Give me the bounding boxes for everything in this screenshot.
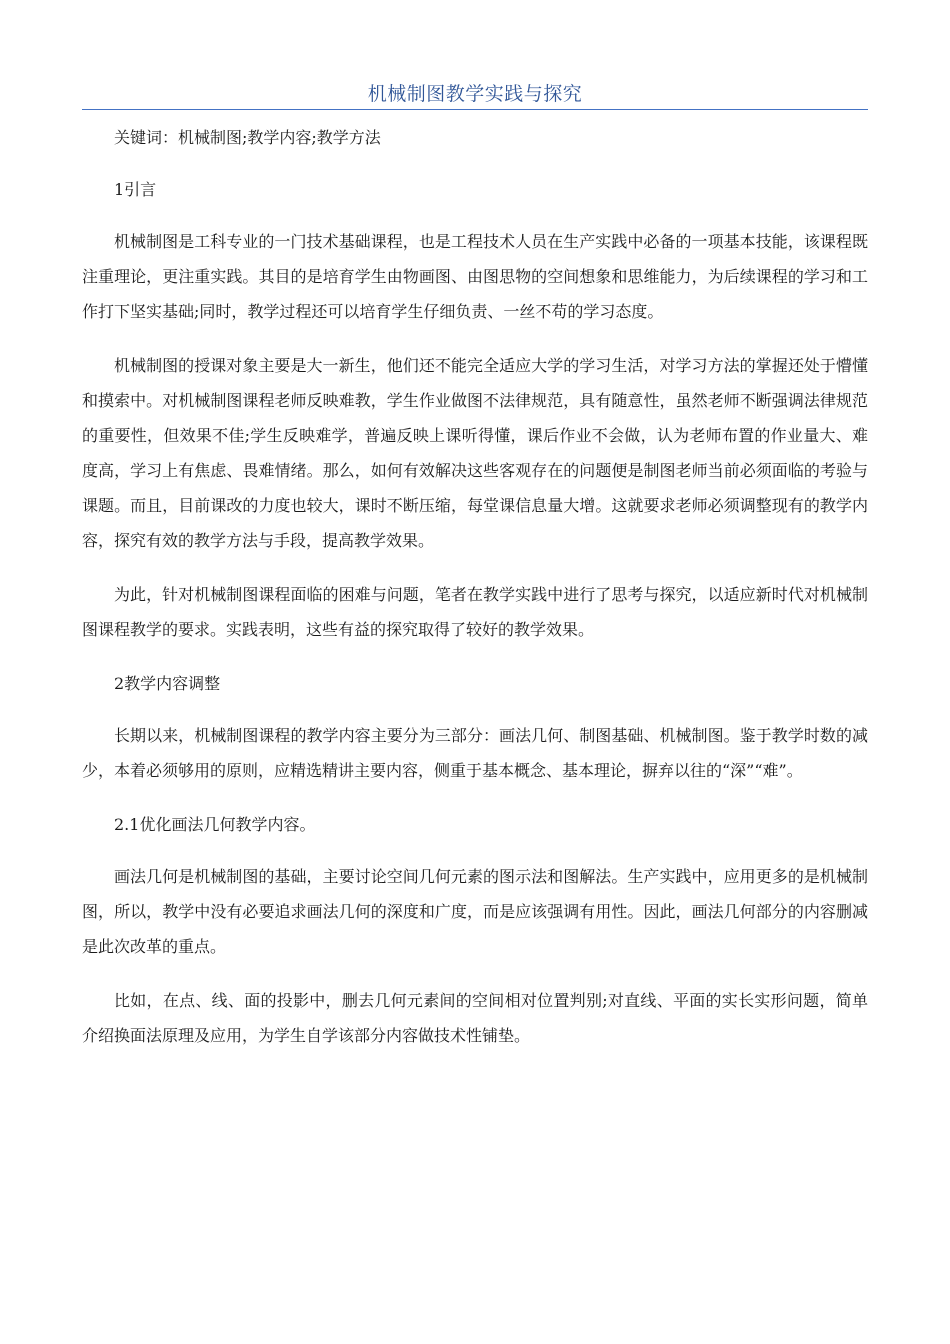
paragraph: 为此，针对机械制图课程面临的困难与问题，笔者在教学实践中进行了思考与探究，以适应新时代对机械制图课程教学的要求。实践表明，这些有益的探究取得了较好的教学效果。 — [82, 585, 868, 639]
subsection-heading-descriptive-geometry: 2.1优化画法几何教学内容。 — [114, 815, 316, 834]
paragraph: 机械制图是工科专业的一门技术基础课程，也是工程技术人员在生产实践中必备的一项基本技能，该课程既注重理论，更注重实践。其目的是培育学生由物画图、由图思物的空间想象和思维能力，为后续课程的学习和工作打下坚实基础;同时，教学过程还可以培育学生仔细负责、一丝不苟的学习态度。 — [82, 232, 868, 321]
document-title: 机械制图教学实践与探究 — [367, 83, 583, 105]
title-underline — [82, 109, 868, 110]
section-heading-content-adjustment: 2教学内容调整 — [114, 674, 221, 693]
paragraph: 长期以来，机械制图课程的教学内容主要分为三部分：画法几何、制图基础、机械制图。鉴于教学时数的减少，本着必须够用的原则，应精选精讲主要内容，侧重于基本概念、基本理论，摒弃以往的“深”“难”。 — [82, 726, 868, 780]
paragraph: 机械制图的授课对象主要是大一新生，他们还不能完全适应大学的学习生活，对学习方法的掌握还处于懵懂和摸索中。对机械制图课程老师反映难教，学生作业做图不法律规范，具有随意性，虽然老师不断强调法律规范的重要性，但效果不佳;学生反映难学，普遍反映上课听得懂，课后作业不会做，认为老师布置的作业量大、难度高，学习上有焦虑、畏难情绪。那么，如何有效解决这些客观存在的问题便是制图老师当前必须面临的考验与课题。而且，目前课改的力度也较大，课时不断压缩，每堂课信息量大增。这就要求老师必须调整现有的教学内容，探究有效的教学方法与手段，提高教学效果。 — [82, 356, 868, 550]
paragraph: 比如，在点、线、面的投影中，删去几何元素间的空间相对位置判别;对直线、平面的实长实形问题，简单介绍换面法原理及应用，为学生自学该部分内容做技术性铺垫。 — [82, 991, 868, 1045]
document-body — [82, 120, 868, 1072]
section-heading-introduction: 1引言 — [114, 180, 157, 199]
keywords-line: 关键词：机械制图;教学内容;教学方法 — [114, 128, 381, 147]
paragraph: 画法几何是机械制图的基础，主要讨论空间几何元素的图示法和图解法。生产实践中，应用更多的是机械制图，所以，教学中没有必要追求画法几何的深度和广度，而是应该强调有用性。因此，画法几何部分的内容删减是此次改革的重点。 — [82, 867, 868, 956]
